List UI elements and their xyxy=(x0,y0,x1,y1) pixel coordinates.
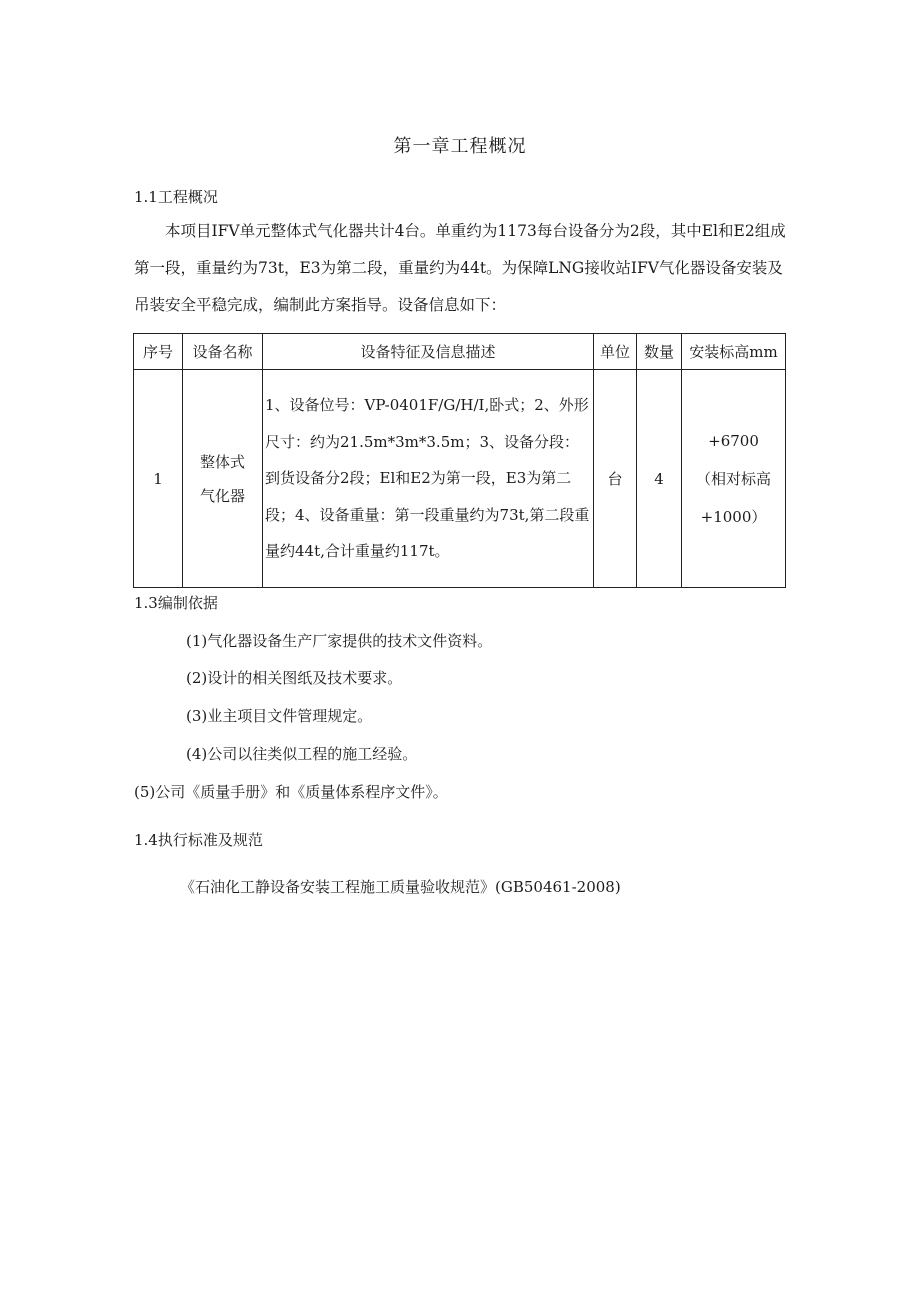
list-item: (3)业主项目文件管理规定。 xyxy=(186,707,373,725)
cell-unit: 台 xyxy=(594,370,637,588)
cell-name-line2: 气化器 xyxy=(199,486,245,505)
cell-elevation-line2: （相对标高 xyxy=(695,469,771,488)
cell-no: 1 xyxy=(134,370,183,588)
header-cell-elevation: 安装标高mm xyxy=(682,334,786,370)
standard-reference: 《石油化工静设备安装工程施工质量验收规范》(GB50461-2008) xyxy=(180,878,621,896)
cell-name xyxy=(183,370,263,588)
cell-elevation-line3: +1000） xyxy=(700,507,767,526)
equipment-table xyxy=(133,333,786,588)
cell-description: 1、设备位号：VP-0401F/G/H/I,卧式；2、外形尺寸：约为21.5m*3m*3.5m；3、设备分段：到货设备分2段；El和E2为第一段，E3为第二段；4、设备重量：第一段重量约为73t,第二段重量约44t,合计重量约117t。 xyxy=(263,370,594,588)
header-cell-unit: 单位 xyxy=(594,334,637,370)
cell-qty: 4 xyxy=(637,370,682,588)
header-cell-no: 序号 xyxy=(134,334,183,370)
cell-name-line1: 整体式 xyxy=(199,452,245,471)
overview-paragraph: 本项目IFV单元整体式气化器共计4台。单重约为1173每台设备分为2段，其中El和E2组成第一段，重量约为73t，E3为第二段，重量约为44t。为保障LNG接收站IFV气化器设备安装及吊装安全平稳完成，编制此方案指导。设备信息如下： xyxy=(134,222,786,314)
cell-elevation xyxy=(682,370,786,588)
header-cell-name: 设备名称 xyxy=(183,334,263,370)
list-item: (1)气化器设备生产厂家提供的技术文件资料。 xyxy=(186,632,493,650)
header-cell-qty: 数量 xyxy=(637,334,682,370)
section-heading-1-1: 1.1工程概况 xyxy=(134,188,218,206)
header-cell-description: 设备特征及信息描述 xyxy=(263,334,594,370)
section-heading-1-3: 1.3编制依据 xyxy=(134,594,218,612)
cell-elevation-line1: +6700 xyxy=(708,431,759,450)
list-item: (4)公司以往类似工程的施工经验。 xyxy=(186,745,418,763)
table-row xyxy=(134,370,786,588)
section-heading-1-4: 1.4执行标准及规范 xyxy=(134,831,263,849)
list-item: (5)公司《质量手册》和《质量体系程序文件》。 xyxy=(134,783,448,801)
list-item: (2)设计的相关图纸及技术要求。 xyxy=(186,669,403,687)
chapter-title: 第一章工程概况 xyxy=(393,136,527,157)
table-header-row xyxy=(134,334,786,370)
